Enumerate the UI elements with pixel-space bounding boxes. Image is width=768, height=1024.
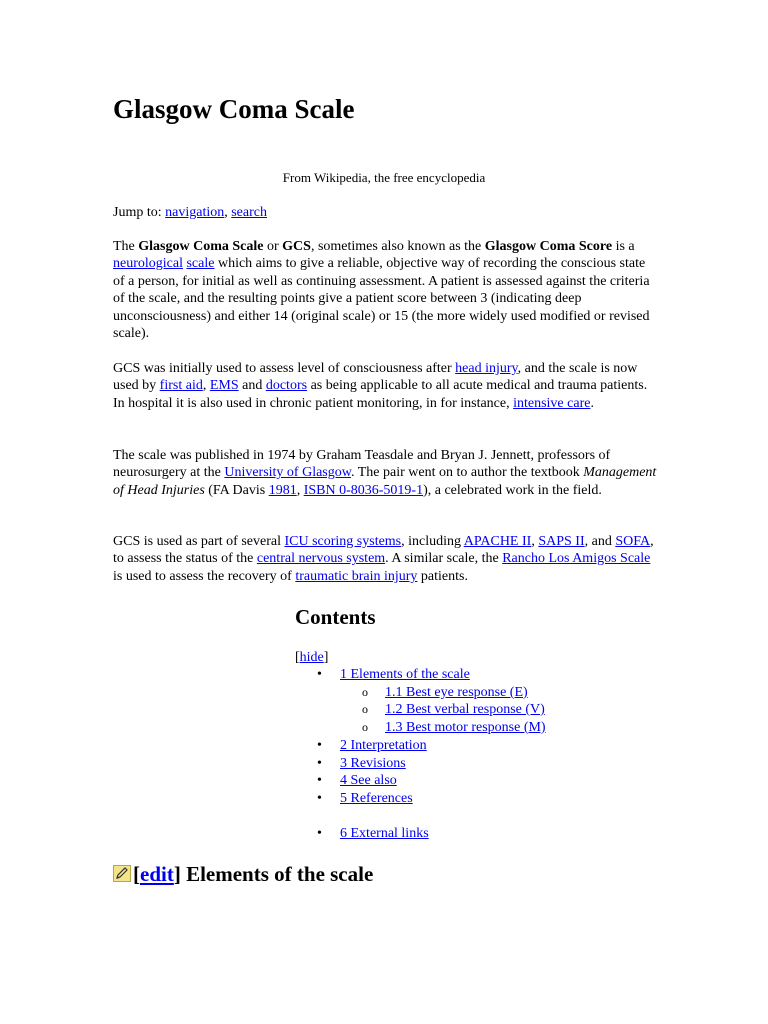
toc-link-motor[interactable]: 1.3 Best motor response (M) — [385, 720, 546, 735]
history-paragraph: The scale was published in 1974 by Graham Teasdale and Bryan J. Jennett, professors of neurosurgery at the University of Glasgow. The pair went on to author the textbook Management of Head Injuries (FA Davis 1981, ISBN 0-8036-5019-1), a celebrated work in the field. — [113, 448, 657, 498]
navigation-link[interactable]: navigation — [165, 205, 225, 220]
bullet: • — [317, 773, 322, 788]
ems-link[interactable]: EMS — [209, 378, 239, 394]
toc-item — [362, 701, 545, 718]
intro-paragraph: The Glasgow Coma Scale or GCS, sometimes also known as the Glasgow Coma Score is a neurological scale which aims to give a reliable, objective way of recording the conscious state of a person, for initial as well as continuing assessment. A patient is assessed against the criteria of the scale, and the resulting points give a patient score between 3 (indicating deep unconsciousness) and either 14 (original scale) or 15 (the more widely used modified or revised scale). — [113, 239, 650, 342]
first-aid-link[interactable]: first aid — [159, 378, 203, 394]
page-title: Glasgow Coma Scale — [113, 94, 355, 124]
toc-link-verbal[interactable]: 1.2 Best verbal response (V) — [385, 702, 545, 717]
search-link[interactable]: search — [231, 205, 267, 220]
sofa-link[interactable]: SOFA — [615, 534, 651, 549]
toc-item — [317, 755, 406, 772]
head-injury-link[interactable]: head injury — [455, 361, 518, 376]
scoring-paragraph: GCS is used as part of several ICU scoring systems, including APACHE II, SAPS II, and SOFA, to assess the status of the central nervous system. A similar scale, the Rancho Los Amigos Scale is used to assess the recovery of traumatic brain injury patients. — [113, 534, 654, 584]
section-heading: [edit] Elements of the scale — [113, 860, 373, 888]
hide-link[interactable]: hide — [299, 650, 324, 665]
usage-paragraph: GCS was initially used to assess level of consciousness after head injury, and the scale is now used by first aid, EMS and doctors as being applicable to all acute medical and trauma patients. In hospital it is also used in chronic patient monitoring, in for instance, intensive care. — [113, 361, 648, 411]
doctors-link[interactable]: doctors — [265, 378, 308, 394]
saps-link[interactable]: SAPS II — [538, 534, 585, 549]
neurological-link[interactable]: neurological — [113, 256, 183, 272]
toc-link-see-also[interactable]: 4 See also — [340, 773, 397, 788]
sub-bullet: o — [362, 702, 368, 716]
university-link[interactable]: University of Glasgow — [224, 465, 351, 481]
icu-scoring-link[interactable]: ICU scoring systems — [284, 534, 402, 549]
toc-link-external[interactable]: 6 External links — [340, 826, 429, 841]
bullet: • — [317, 756, 322, 771]
table-of-contents — [295, 604, 546, 841]
scale-link[interactable]: scale — [186, 256, 215, 272]
cns-link[interactable]: central nervous system — [256, 551, 386, 567]
toc-link-elements[interactable]: 1 Elements of the scale — [340, 667, 470, 682]
bullet: • — [317, 826, 322, 841]
toc-item — [317, 790, 413, 807]
bullet: • — [317, 667, 322, 682]
section-edit-link[interactable]: edit — [140, 862, 174, 886]
toc-item — [362, 684, 528, 701]
jump-to-links: Jump to: navigation, search — [113, 205, 267, 220]
toc-hide-toggle: [hide] — [295, 650, 329, 665]
section-title: Elements of the scale — [180, 862, 374, 886]
apache-link[interactable]: APACHE II — [463, 534, 532, 549]
toc-link-references[interactable]: 5 References — [340, 791, 413, 806]
toc-item — [317, 666, 470, 683]
toc-link-revisions[interactable]: 3 Revisions — [340, 756, 406, 771]
toc-item — [317, 737, 427, 754]
bullet: • — [317, 738, 322, 753]
tbi-link[interactable]: traumatic brain injury — [295, 568, 418, 584]
sub-bullet: o — [362, 720, 368, 734]
toc-link-interpretation[interactable]: 2 Interpretation — [340, 738, 427, 753]
toc-item — [317, 825, 429, 842]
toc-item — [362, 719, 546, 736]
toc-link-eye[interactable]: 1.1 Best eye response (E) — [385, 685, 528, 700]
rancho-link[interactable]: Rancho Los Amigos Scale — [502, 551, 651, 567]
intensive-care-link[interactable]: intensive care — [513, 395, 591, 411]
site-tagline: From Wikipedia, the free encyclopedia — [282, 170, 486, 185]
toc-item — [317, 772, 397, 789]
toc-title: Contents — [295, 605, 376, 629]
isbn-link[interactable]: ISBN 0-8036-5019-1 — [303, 482, 424, 498]
bullet: • — [317, 791, 322, 806]
year-1981-link[interactable]: 1981 — [268, 482, 297, 498]
edit-pencil-icon[interactable] — [113, 865, 131, 882]
sub-bullet: o — [362, 685, 368, 699]
